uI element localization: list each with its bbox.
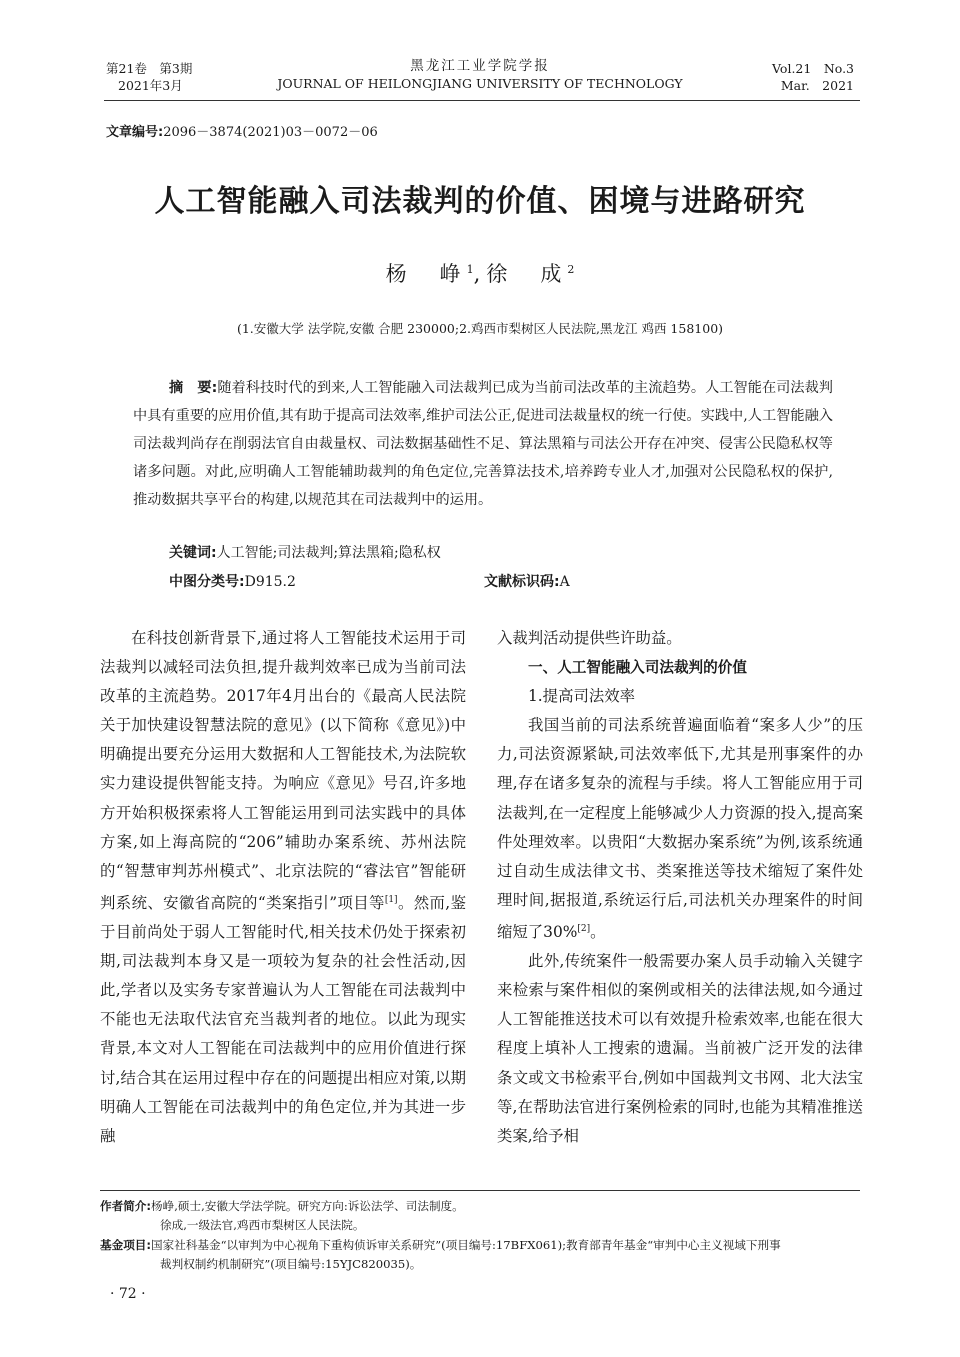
body-paragraph [497, 711, 863, 947]
authors [0, 258, 960, 288]
keywords-value: 人工智能;司法裁判;算法黑箱;隐私权 [216, 545, 441, 561]
author-separator: , [473, 262, 487, 286]
body-paragraph [100, 624, 466, 1151]
author-2-affil-mark: 2 [567, 263, 575, 276]
classification-value: D915.2 [244, 574, 296, 590]
header-volume-issue-en [772, 60, 854, 94]
author-1-affil-mark: 1 [466, 263, 474, 276]
abstract-label: 摘 要: [169, 380, 218, 396]
paragraph-end: 。 [590, 923, 606, 942]
footnote-rule [100, 1190, 860, 1191]
intro-text: 在科技创新背景下,通过将人工智能技术运用于司法裁判以减轻司法负担,提升裁判效率已成为当前司法改革的主流趋势。2017年4月出台的《最高人民法院关于加快建设智慧法院的意见》(以下简称《意见》)中明确提出要充分运用大数据和人工智能技术,为法院软实力建设提供智能支持。为响应《意见》号召,许多地方开始积极探索将人工智能运用到司法实践中的具体方案,如上海高院的“206”辅助办案系统、苏州法院的“智慧审判苏州模式”、北京法院的“睿法官”智能研判系统、安徽省高院的“类案指引”项目等 [100, 629, 466, 912]
body-paragraph: 此外,传统案件一般需要办案人员手动输入关键字来检索与案件相似的案例或相关的法律法规,如今通过人工智能推送技术可以有效提升检索效率,也能在很大程度上填补人工搜索的遗漏。当前被广泛开发的法律条文或文书检索平台,例如中国裁判文书网、北大法宝等,在帮助法官进行案例检索的同时,也能为其精准推送类案,给予相 [497, 952, 863, 1145]
abstract-text: 随着科技时代的到来,人工智能融入司法裁判已成为当前司法改革的主流趋势。人工智能在司法裁判中具有重要的应用价值,其有助于提高司法效率,维护司法公正,促进司法裁量权的统一行使。实践中,人工智能融入司法裁判尚存在削弱法官自由裁量权、司法数据基础性不足、算法黑箱与司法公开存在冲突、侵害公民隐私权等诸多问题。对此,应明确人工智能辅助裁判的角色定位,完善算法技术,培养跨专业人才,加强对公民隐私权的保护,推动数据共享平台的构建,以规范其在司法裁判中的运用。 [133, 380, 833, 508]
author-bio-label: 作者简介: [100, 1199, 152, 1213]
article-number [106, 121, 378, 140]
author-bio-1: 杨峥,硕士,安徽大学法学院。研究方向:诉讼法学、司法制度。 [151, 1199, 464, 1213]
body-right-column [497, 624, 863, 1151]
header-date: 2021年3月 [118, 78, 183, 93]
author-2: 徐 成 [486, 262, 568, 286]
document-code-label: 文献标识码: [484, 574, 560, 590]
intro-text-continued: 。然而,鉴于目前尚处于弱人工智能时代,相关技术仍处于探索初期,司法裁判本身又是一项较为复杂的社会性活动,因此,学者以及实务专家普遍认为人工智能在司法裁判中不能也无法取代法官充当裁判者的地位。以此为现实背景,本文对人工智能在司法裁判中的应用价值进行探讨,结合其在运用过程中存在的问题提出相应对策,以期明确人工智能在司法裁判中的角色定位,并为其进一步融 [100, 893, 466, 1145]
paper-title: 人工智能融入司法裁判的价值、困境与进路研究 [154, 184, 806, 219]
funding-label: 基金项目: [100, 1238, 152, 1252]
affiliations: (1.安徽大学 法学院,安徽 合肥 230000;2.鸡西市梨树区人民法院,黑龙江 鸡西 158100) [236, 321, 724, 336]
classification-label: 中图分类号: [169, 574, 245, 590]
funding [100, 1236, 870, 1255]
header-volume: 第21卷 第3期 [106, 61, 193, 76]
article-number-label: 文章编号: [106, 125, 164, 140]
paragraph-text: 我国当前的司法系统普遍面临着“案多人少”的压力,司法资源紧缺,司法效率低下,尤其是刑事案件的办理,存在诸多复杂的流程与手续。将人工智能应用于司法裁判,在一定程度上能够减少人力资源的投入,提高案件处理效率。以贵阳“大数据办案系统”为例,该系统通过自动生成法律文书、类案推送等技术缩短了案件处理时间,据报道,系统运行后,司法机关办理案件的时间缩短了30% [497, 716, 863, 942]
funding-continued: 裁判权制约机制研究”(项目编号:15YJC820035)。 [160, 1257, 422, 1271]
subsection-heading: 1.提高司法效率 [528, 687, 636, 706]
abstract [133, 374, 833, 514]
funding-text: 国家社科基金“以审判为中心视角下重构侦诉审关系研究”(项目编号:17BFX061);教育部青年基金“审判中心主义视域下刑事 [151, 1238, 781, 1252]
document-code-value: A [559, 574, 570, 590]
citation-ref: [2] [577, 923, 591, 934]
header-date-en: Mar. 2021 [780, 78, 854, 93]
author-1: 杨 峥 [385, 262, 467, 286]
header-volume-en: Vol.21 No.3 [772, 61, 854, 76]
header-rule [104, 100, 860, 101]
citation-ref: [1] [384, 894, 398, 905]
journal-name-en: JOURNAL OF HEILONGJIANG UNIVERSITY OF TECHNOLOGY [277, 76, 683, 91]
article-number-value: 2096－3874(2021)03－0072－06 [163, 125, 378, 140]
keywords [169, 542, 441, 562]
page-number: · 72 · [110, 1286, 146, 1302]
keywords-label: 关键词: [169, 545, 217, 561]
journal-name-cn: 黑龙江工业学院学报 [410, 58, 550, 74]
body-paragraph-continued: 入裁判活动提供些许助益。 [497, 629, 682, 647]
body-left-column [100, 624, 466, 1151]
document-code [484, 571, 570, 591]
classification-number [169, 571, 296, 591]
section-heading: 一、人工智能融入司法裁判的价值 [528, 659, 747, 677]
author-bio [100, 1197, 870, 1216]
author-bio-2: 徐成,一级法官,鸡西市梨树区人民法院。 [160, 1218, 365, 1232]
